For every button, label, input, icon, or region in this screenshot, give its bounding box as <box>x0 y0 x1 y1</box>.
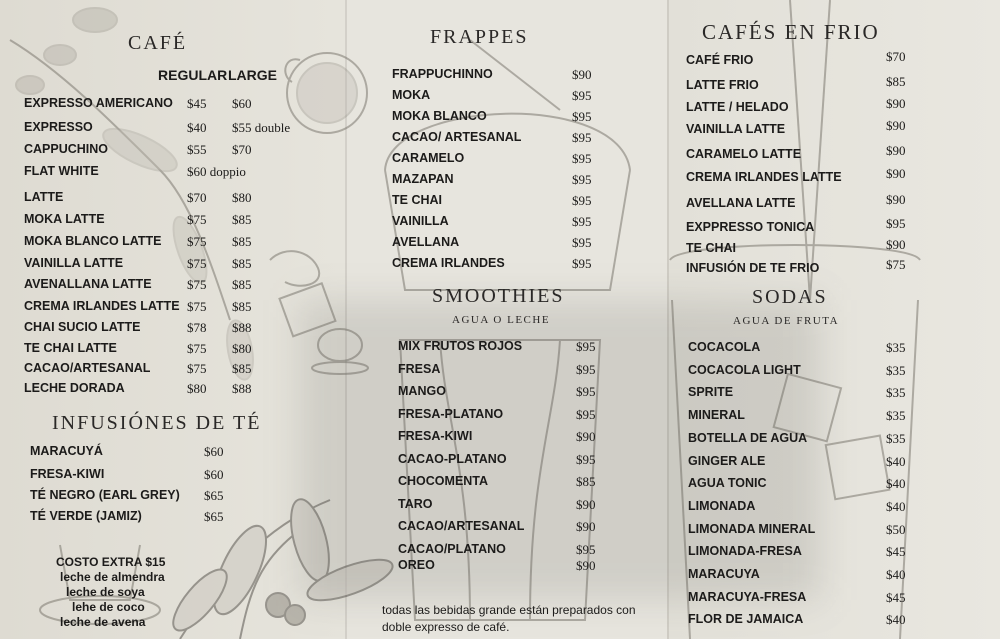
menu-item-name: MOKA LATTE <box>24 212 105 226</box>
frappes-title: FRAPPES <box>430 26 529 48</box>
menu-item-name: FRESA <box>398 361 441 376</box>
menu-item-price: $95 <box>572 235 592 250</box>
menu-item-price: $95 <box>572 214 592 229</box>
menu-item-name: MOKA BLANCO LATTE <box>24 234 162 248</box>
menu-item-price: $45 <box>886 544 906 560</box>
menu-item-price-large: $85 <box>232 234 252 249</box>
menu-item-price-regular: $70 <box>187 190 207 205</box>
menu-item-name: CAFÉ FRIO <box>686 53 754 67</box>
menu-item-name: OREO <box>398 558 435 572</box>
menu-item-name: CACAO/ARTESANAL <box>24 361 151 375</box>
menu-item-name: CACAO/ARTESANAL <box>398 519 525 533</box>
menu-item-price-large: $85 <box>232 277 252 292</box>
menu-item-price: $90 <box>886 237 906 252</box>
menu-item-name: AVENALLANA LATTE <box>24 277 152 291</box>
menu-item-price-regular: $45 <box>187 96 207 111</box>
menu-item-name: MANGO <box>398 384 446 398</box>
menu-item-name: CREMA IRLANDES LATTE <box>686 170 842 184</box>
menu-item-price-regular: $75 <box>187 212 207 227</box>
extra-line: leche de avena <box>60 615 146 629</box>
menu-item-price: $95 <box>572 109 592 124</box>
menu-item-price-large: $85 <box>232 256 252 271</box>
menu-item-name: LIMONADA <box>688 498 756 513</box>
menu-item-name: CACAO/ ARTESANAL <box>392 130 522 144</box>
menu-item-name: CHOCOMENTA <box>398 474 489 488</box>
menu-item-name: CACAO-PLATANO <box>398 451 507 466</box>
menu-item-name: VAINILLA <box>392 214 449 228</box>
menu-item-name: TE CHAI LATTE <box>24 341 117 355</box>
sodas-subtitle: AGUA DE FRUTA <box>733 315 840 327</box>
menu-item-name: FRESA-KIWI <box>398 429 473 443</box>
menu-item-name: MARACUYA <box>688 567 760 581</box>
menu-item-price-regular: $75 <box>187 361 207 376</box>
smoothies-subtitle: AGUA O LECHE <box>452 314 551 326</box>
menu-item-name: TÉ NEGRO (EARL GREY) <box>30 488 180 502</box>
menu-item-name: MINERAL <box>688 408 745 423</box>
menu-item-price: $35 <box>886 362 906 378</box>
menu-item-price-large: $85 <box>232 361 252 376</box>
menu-item-price-regular: $55 <box>187 142 207 157</box>
menu-item-price: $65 <box>204 509 224 524</box>
menu-item-price-regular: $40 <box>187 120 207 135</box>
menu-item-price-regular: $75 <box>187 299 207 314</box>
menu-item-name: MOKA BLANCO <box>392 109 487 123</box>
menu-item-name: MIX FRUTOS ROJOS <box>398 339 523 353</box>
menu-item-price: $35 <box>886 340 906 355</box>
footer-line-1: todas las bebidas grande están preparados con <box>382 603 636 617</box>
menu-item-price-large: $70 <box>232 142 252 157</box>
menu-item-name: MARACUYÁ <box>30 444 103 458</box>
menu-item-name: BOTELLA DE AGUA <box>688 430 808 445</box>
menu-item-name: TARO <box>398 496 433 511</box>
menu-item-name: CACAO/PLATANO <box>398 541 506 556</box>
menu-item-price: $35 <box>886 408 906 424</box>
menu-item-price: $85 <box>576 474 596 489</box>
menu-item-price: $60 <box>204 444 224 459</box>
menu-item-price: $70 <box>886 49 906 64</box>
menu-item-name: AVELLANA <box>392 235 460 249</box>
menu-item-price: $85 <box>886 74 906 89</box>
menu-item-name: MOKA <box>392 88 431 102</box>
menu-item-name: AVELLANA LATTE <box>686 196 796 210</box>
menu-item-price: $75 <box>886 257 906 272</box>
menu-item-price: $35 <box>886 385 906 401</box>
menu-item-price: $95 <box>572 130 592 145</box>
menu-item-price: $90 <box>576 496 596 512</box>
menu-item-price-large: $80 <box>232 341 252 356</box>
menu-item-name: LATTE FRIO <box>686 78 759 92</box>
sodas-title: SODAS <box>752 286 828 308</box>
menu-item-name: MARACUYA-FRESA <box>688 589 807 604</box>
menu-item-price-large: $60 <box>232 96 252 111</box>
menu-item-name: MAZAPAN <box>392 172 454 186</box>
extra-line: leche de almendra <box>60 570 165 584</box>
menu-item-name: SPRITE <box>688 385 734 400</box>
menu-item-price: $95 <box>576 361 596 377</box>
menu-item-price: $60 <box>204 467 224 482</box>
menu-item-name: FRESA-PLATANO <box>398 406 504 421</box>
menu-item-name: EXPRESSO <box>24 120 93 134</box>
menu-item-price: $90 <box>576 519 596 534</box>
menu-item-name: FLAT WHITE <box>24 164 99 178</box>
menu-item-name: CARAMELO <box>392 151 465 165</box>
menu-item-price: $40 <box>886 476 906 492</box>
latte-cup-icon <box>285 53 367 133</box>
menu-item-price-large: $80 <box>232 190 252 205</box>
menu-item-price-large: $60 doppio <box>187 164 246 179</box>
menu-item-price-regular: $78 <box>187 320 207 335</box>
menu-item-name: INFUSIÓN DE TE FRIO <box>686 261 820 275</box>
menu-item-name: TE CHAI <box>686 241 736 255</box>
menu-item-name: LIMONADA MINERAL <box>688 521 816 536</box>
menu-item-name: CARAMELO LATTE <box>686 147 802 161</box>
menu-item-price-regular: $75 <box>187 341 207 356</box>
col-regular: REGULAR <box>158 67 228 83</box>
menu-item-price: $45 <box>886 589 906 605</box>
menu-item-price: $90 <box>886 143 906 158</box>
menu-item-price: $95 <box>886 216 906 231</box>
menu-item-name: CREMA IRLANDES LATTE <box>24 299 180 313</box>
menu-item-name: FRESA-KIWI <box>30 467 105 481</box>
menu-item-name: VAINILLA LATTE <box>686 122 786 136</box>
menu-item-name: EXPRESSO AMERICANO <box>24 96 173 110</box>
menu-item-name: LECHE DORADA <box>24 381 125 395</box>
menu-item-price: $90 <box>576 429 596 444</box>
menu-item-price: $90 <box>576 558 596 573</box>
menu-item-name: CAPPUCHINO <box>24 142 109 156</box>
col-large: LARGE <box>228 67 277 83</box>
frio-title: CAFÉS EN FRIO <box>702 20 880 44</box>
menu-item-name: FLOR DE JAMAICA <box>688 612 804 627</box>
menu-item-price: $40 <box>886 453 906 469</box>
menu-item-price-large: $88 <box>232 381 252 396</box>
menu-item-name: TÉ VERDE (JAMIZ) <box>30 509 142 523</box>
menu-item-price: $90 <box>886 166 906 181</box>
menu-item-price-large: $55 double <box>232 120 291 135</box>
menu-item-name: LATTE / HELADO <box>686 100 789 114</box>
extra-line: lehe de coco <box>72 600 145 614</box>
menu-item-price: $95 <box>572 172 592 187</box>
menu-item-price-regular: $80 <box>187 381 207 396</box>
menu-item-price: $90 <box>886 118 906 133</box>
menu-item-name: FRAPPUCHINNO <box>392 67 493 81</box>
smoothies-title: SMOOTHIES <box>432 285 565 307</box>
menu-item-name: CREMA IRLANDES <box>392 256 505 270</box>
menu-item-price-regular: $75 <box>187 234 207 249</box>
menu-item-price-large: $85 <box>232 212 252 227</box>
menu-item-name: LIMONADA-FRESA <box>688 544 802 559</box>
footer-line-2: doble expresso de café. <box>382 620 510 634</box>
menu-item-price-regular: $75 <box>187 277 207 292</box>
menu-item-price: $95 <box>572 88 592 103</box>
cafe-title: CAFÉ <box>128 32 188 54</box>
menu-item-price: $90 <box>886 192 906 207</box>
menu-item-price: $40 <box>886 612 906 628</box>
menu-item-price: $35 <box>886 430 906 446</box>
menu-item-name: VAINILLA LATTE <box>24 256 124 270</box>
menu-item-price: $95 <box>572 256 592 271</box>
menu-item-name: AGUA TONIC <box>688 476 767 491</box>
menu-item-price-regular: $75 <box>187 256 207 271</box>
menu-item-price-large: $88 <box>232 320 252 335</box>
menu-item-name: EXPPRESSO TONICA <box>686 220 815 234</box>
menu-item-name: LATTE <box>24 190 64 204</box>
infusiones-title: INFUSIÓNES DE TÉ <box>52 412 262 434</box>
menu-item-price: $90 <box>886 96 906 111</box>
menu-item-price: $95 <box>576 541 596 557</box>
menu-item-price: $95 <box>576 451 596 467</box>
menu-item-price: $40 <box>886 567 906 582</box>
menu-item-price: $95 <box>572 151 592 166</box>
extra-line: COSTO EXTRA $15 <box>56 555 166 569</box>
menu-item-name: TE CHAI <box>392 193 442 207</box>
menu-item-price: $95 <box>576 406 596 422</box>
menu-item-name: CHAI SUCIO LATTE <box>24 320 141 334</box>
menu-item-price-large: $85 <box>232 299 252 314</box>
menu-item-name: COCACOLA <box>688 340 761 354</box>
menu-item-name: COCACOLA LIGHT <box>688 362 801 377</box>
menu-item-price: $95 <box>572 193 592 208</box>
menu-item-price: $90 <box>572 67 592 82</box>
menu-item-name: GINGER ALE <box>688 453 766 468</box>
menu-item-price: $40 <box>886 498 906 514</box>
extra-line: leche de soya <box>66 585 145 599</box>
menu-item-price: $95 <box>576 339 596 354</box>
menu-item-price: $95 <box>576 384 596 399</box>
menu-item-price: $65 <box>204 488 224 503</box>
menu-item-price: $50 <box>886 521 906 537</box>
